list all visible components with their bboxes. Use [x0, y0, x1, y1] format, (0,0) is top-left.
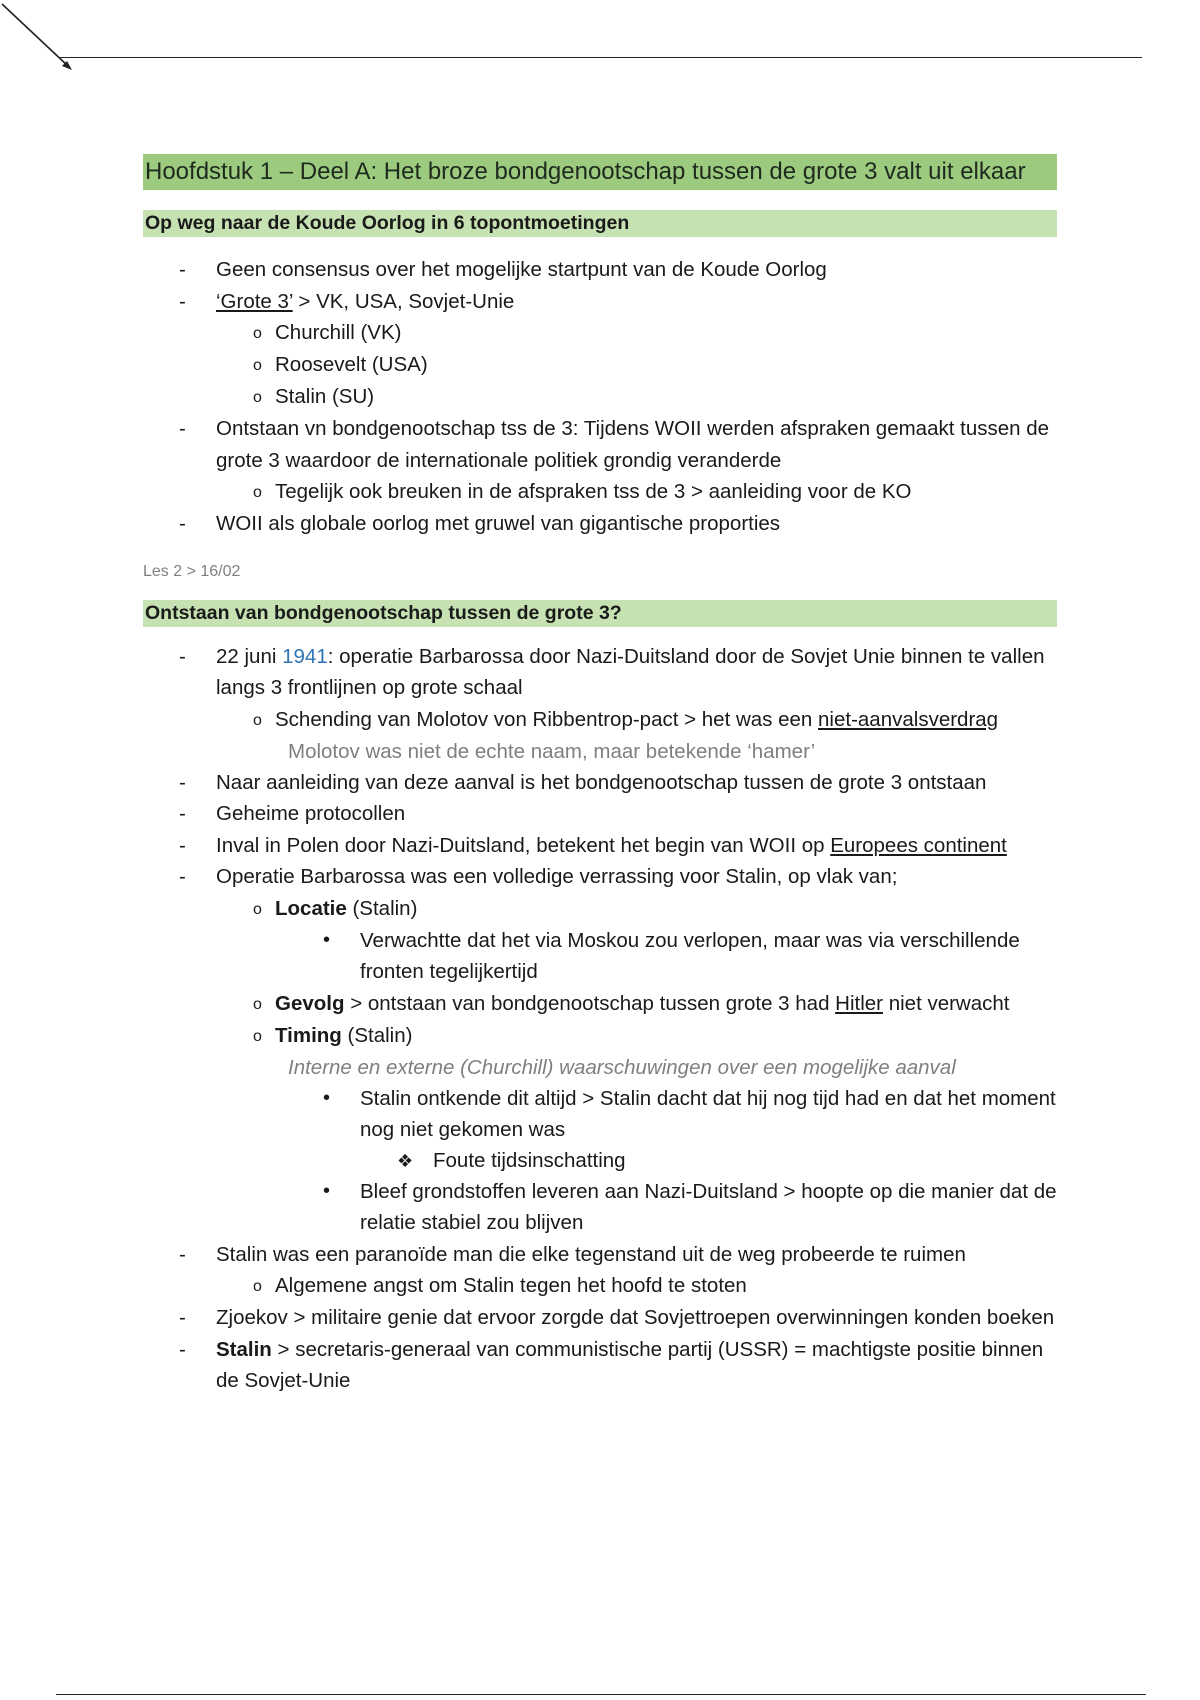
list-item: - WOII als globale oorlog met gruwel van gigantische proporties [179, 512, 781, 535]
diamond-item: ❖ Foute tijdsinschatting [397, 1148, 626, 1172]
list-item: - ‘Grote 3’ > VK, USA, Sovjet-Unie o Churchill (VK) o Roosevelt (USA) o Stalin (SU) [143, 286, 1057, 414]
section2-list [143, 641, 1057, 1397]
list-item: - 22 juni 1941: operatie Barbarossa door Nazi-Duitsland door de Sovjet Unie binnen te vallen langs 3 frontlijnen op grote schaal o Schending van Molotov von Ribbentrop-pact > het was een niet-aanvalsverdrag Molotov was niet de echte naam, maar betekende ‘hamer’ [143, 641, 1057, 767]
leader-item: o Churchill (VK) [253, 321, 402, 344]
list-subitem: o Schending van Molotov von Ribbentrop-pact > het was een niet-aanvalsverdrag Molotov was niet de echte naam, maar betekende ‘hamer’ [143, 704, 1057, 767]
bullet-item: • Verwachtte dat het via Moskou zou verlopen, maar was via verschillende fronten tegelijkertijd [323, 928, 1020, 983]
bullet-item: • Stalin ontkende dit altijd > Stalin dacht dat hij nog tijd had en dat het moment nog niet gekomen was ❖ Foute tijdsinschatting [143, 1083, 1057, 1176]
list-subitem: o Gevolg > ontstaan van bondgenootschap tussen grote 3 had Hitler niet verwacht [253, 991, 1010, 1015]
list-subitem: o Locatie (Stalin) • Verwachtte dat het via Moskou zou verlopen, maar was via verschillende fronten tegelijkertijd [143, 893, 1057, 988]
list-subitem: o Tegelijk ook breuken in de afspraken tss de 3 > aanleiding voor de KO [253, 480, 912, 503]
bullet-item: • Bleef grondstoffen leveren aan Nazi-Duitsland > hoopte op die manier dat de relatie stabiel zou blijven [323, 1179, 1057, 1234]
list-item: - Ontstaan vn bondgenootschap tss de 3: Tijdens WOII werden afspraken gemaakt tussen de grote 3 waardoor de internationale politiek grondig veranderde o Tegelijk ook breuken in de afspraken tss de 3 > aanleiding voor de KO [143, 413, 1057, 508]
list-subitem: o Timing (Stalin) Interne en externe (Churchill) waarschuwingen over een mogelijke aanval • Stalin ontkende dit altijd > Stalin dacht dat hij nog tijd had en dat het moment nog niet gekomen was ❖ Foute tijdsinschatting • Bleef grondstoffen leveren aan Nazi-Duitsland > hoopte op die manier dat de relatie stabiel zou blijven [143, 1020, 1057, 1239]
chapter-title: Hoofdstuk 1 – Deel A: Het broze bondgenootschap tussen de grote 3 valt uit elkaar [143, 154, 1057, 190]
list-item: - Geheime protocollen [179, 802, 406, 825]
list-item: - Naar aanleiding van deze aanval is het bondgenootschap tussen de grote 3 ontstaan [179, 770, 987, 794]
leader-item: o Roosevelt (USA) [253, 353, 428, 376]
grey-note: Molotov was niet de echte naam, maar betekende ‘hamer’ [288, 739, 816, 763]
lesson-note: Les 2 > 16/02 [143, 562, 241, 580]
list-item: - Stalin was een paranoïde man die elke tegenstand uit de weg probeerde te ruimen o Algemene angst om Stalin tegen het hoofd te stoten [143, 1239, 1057, 1303]
leader-item: o Stalin (SU) [253, 385, 375, 408]
section1-list [143, 254, 1057, 540]
header-rule [60, 57, 1142, 58]
year-highlight: 1941 [282, 644, 328, 668]
list-item: - Stalin > secretaris-generaal van communistische partij (USSR) = machtigste positie binnen de Sovjet-Unie [179, 1337, 1044, 1392]
footer-rule [56, 1694, 1146, 1695]
grey-note: Interne en externe (Churchill) waarschuwingen over een mogelijke aanval [288, 1055, 956, 1079]
list-item: - Zjoekov > militaire genie dat ervoor zorgde dat Sovjettroepen overwinningen konden boeken [179, 1306, 1055, 1329]
document-body [143, 154, 1057, 1397]
corner-arrow-icon [0, 0, 80, 80]
section-heading-koude-oorlog: Op weg naar de Koude Oorlog in 6 topontmoetingen [143, 210, 1057, 237]
list-item: - Operatie Barbarossa was een volledige verrassing voor Stalin, op vlak van; o Locatie (Stalin) • Verwachtte dat het via Moskou zou verlopen, maar was via verschillende fronten tegelijkertijd o Gevolg > ontstaan van bondgenootschap tussen grote 3 had Hitler niet verwacht o Timing (Stalin) Interne en externe (Churchill) waarschuwingen over een mogelijke aanval • Stalin ontkende dit altijd > Stalin dacht dat hij nog tijd had en dat het moment nog niet gekomen was ❖ Foute tijdsinschatting • Bleef grondstoffen leveren aan Nazi-Duitsland > hoopte op die manier dat de relatie stabiel zou blijven [143, 861, 1057, 1239]
list-item: - Inval in Polen door Nazi-Duitsland, betekent het begin van WOII op Europees continent [179, 833, 1007, 857]
section-heading-bondgenootschap: Ontstaan van bondgenootschap tussen de grote 3? [143, 600, 1057, 627]
list-subitem: o Algemene angst om Stalin tegen het hoofd te stoten [253, 1274, 747, 1297]
list-item: - Geen consensus over het mogelijke startpunt van de Koude Oorlog [179, 258, 827, 281]
